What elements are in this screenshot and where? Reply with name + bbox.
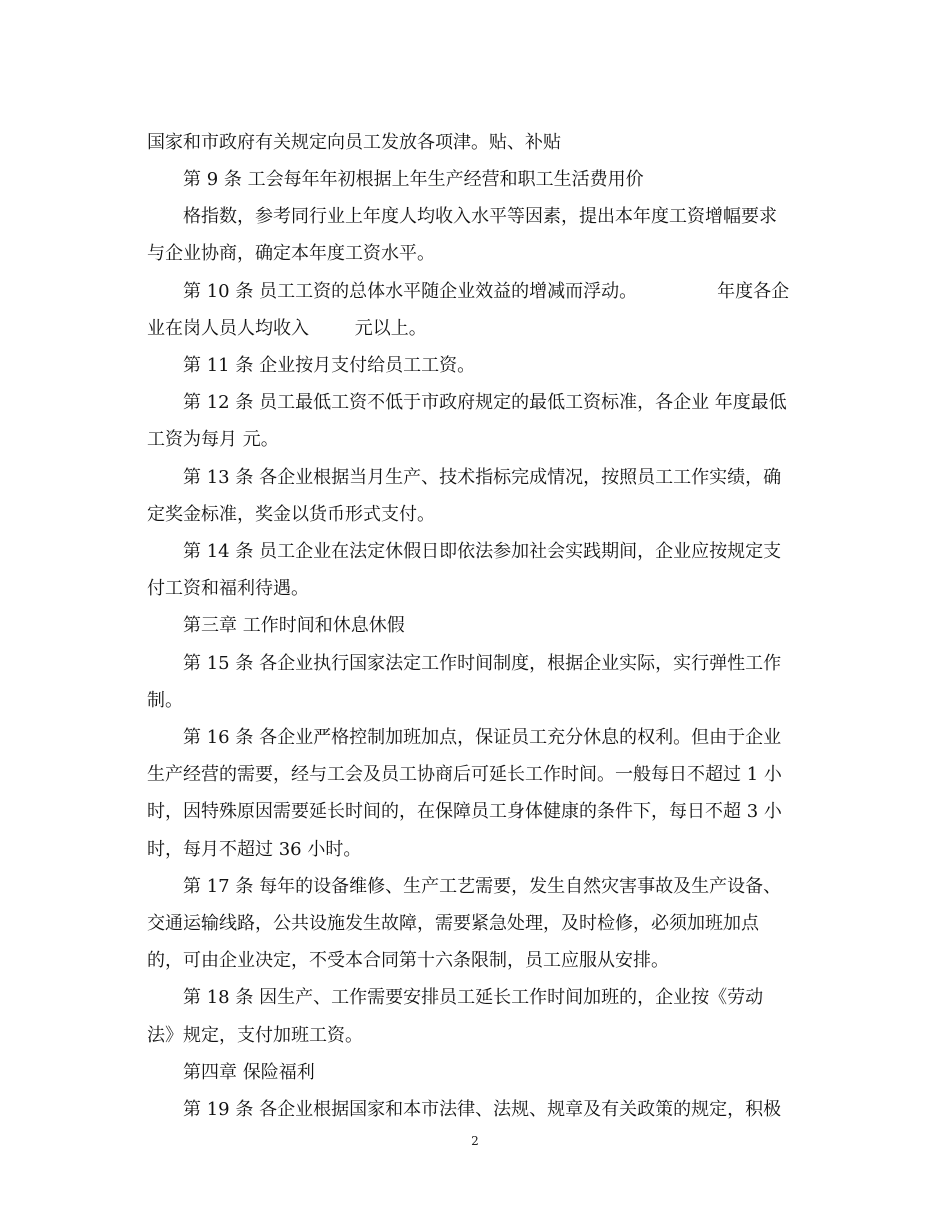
text-line: 第 11 条 企业按月支付给员工工资。: [183, 355, 476, 376]
text-line: 工资为每月 元。: [147, 429, 279, 450]
text-line: 时，每月不超过 36 小时。: [147, 839, 362, 860]
text-line: 交通运输线路，公共设施发生故障，需要紧急处理，及时检修，必须加班加点: [147, 913, 759, 934]
text-line: 第 17 条 每年的设备维修、生产工艺需要，发生自然灾害事故及生产设备、: [183, 876, 782, 897]
text-line: 第 19 条 各企业根据国家和本市法律、法规、规章及有关政策的规定，积极: [183, 1099, 782, 1120]
section-heading: 第三章 工作时间和休息休假: [183, 615, 405, 636]
section-heading: 第四章 保险福利: [183, 1062, 315, 1083]
text-line: 第 10 条 员工工资的总体水平随企业效益的增减而浮动。 年度各企: [183, 281, 790, 302]
text-line: 国家和市政府有关规定向员工发放各项津。贴、补贴: [147, 132, 561, 153]
text-line: 与企业协商，确定本年度工资水平。: [147, 243, 435, 264]
text-line: 制。: [147, 690, 183, 711]
text-line: 业在岗人员人均收入 元以上。: [147, 318, 427, 339]
text-line: 第 16 条 各企业严格控制加班加点，保证员工充分休息的权利。但由于企业: [183, 727, 782, 748]
text-line: 第 13 条 各企业根据当月生产、技术指标完成情况，按照员工工作实绩，确: [183, 467, 782, 488]
page-number: 2: [471, 1134, 479, 1148]
text-line: 付工资和福利待遇。: [147, 578, 309, 599]
text-line: 法》规定，支付加班工资。: [147, 1025, 363, 1046]
text-line: 生产经营的需要，经与工会及员工协商后可延长工作时间。一般每日不超过 1 小: [147, 764, 782, 785]
text-line: 格指数，参考同行业上年度人均收入水平等因素，提出本年度工资增幅要求: [183, 206, 777, 227]
text-line: 第 9 条 工会每年年初根据上年生产经营和职工生活费用价: [183, 169, 644, 190]
text-line: 时，因特殊原因需要延长时间的，在保障员工身体健康的条件下，每日不超 3 小: [147, 801, 782, 822]
text-line: 的，可由企业决定，不受本合同第十六条限制，员工应服从安排。: [147, 950, 669, 971]
text-line: 第 14 条 员工企业在法定休假日即依法参加社会实践期间，企业应按规定支: [183, 541, 782, 562]
text-line: 定奖金标准，奖金以货币形式支付。: [147, 504, 435, 525]
text-line: 第 18 条 因生产、工作需要安排员工延长工作时间加班的，企业按《劳动: [183, 987, 764, 1008]
text-line: 第 12 条 员工最低工资不低于市政府规定的最低工资标准，各企业 年度最低: [183, 392, 787, 413]
text-line: 第 15 条 各企业执行国家法定工作时间制度，根据企业实际，实行弹性工作: [183, 653, 782, 674]
